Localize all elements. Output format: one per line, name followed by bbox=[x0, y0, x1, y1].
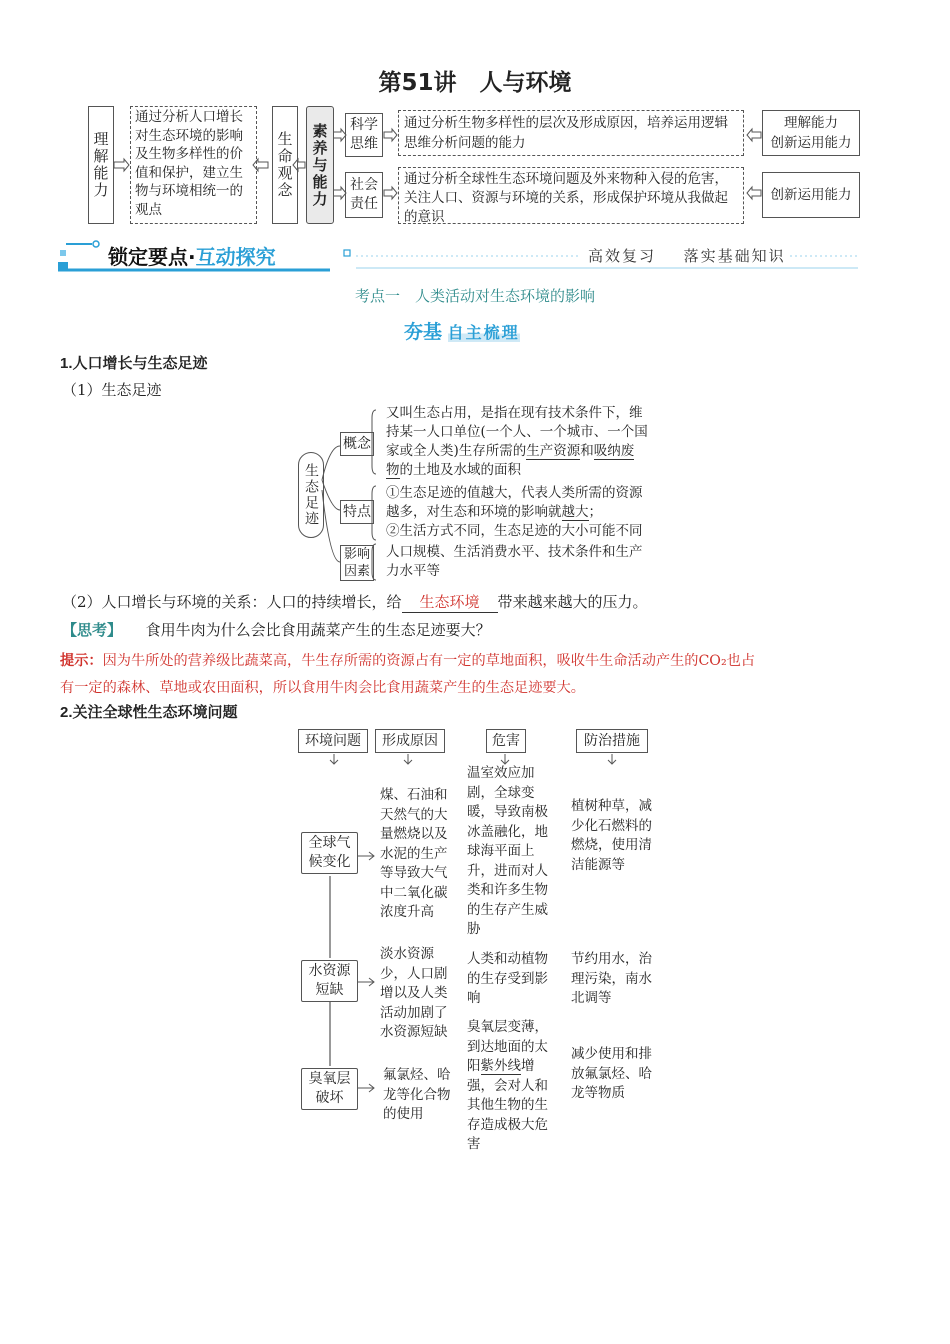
factor-text: 人口规模、生活消费水平、技术条件和生产力水平等 bbox=[386, 544, 643, 579]
concept-underline-1: 生产资源 bbox=[526, 443, 581, 459]
measure-ozone: 减少使用和排放氟氯烃、哈龙等物质 bbox=[571, 1046, 652, 1101]
concept-line-2: 持某一人口单位(一个人、一个城市、一个国 bbox=[386, 424, 648, 440]
kaodian-heading: 考点一 人类活动对生态环境的影响 bbox=[354, 287, 595, 305]
header-social-text: 通过分析全球性生态环境问题及外来物种入侵的危害，关注人口、资源与环境的关系，形成保护环境从我做起的意识 bbox=[398, 167, 744, 224]
banner-right-2: 落实基础知识 bbox=[683, 247, 786, 265]
page-title: 第51讲 人与环境 bbox=[378, 70, 572, 96]
concept-underline-2: 吸纳废 bbox=[593, 443, 635, 459]
harm-water: 人类和动植物的生存受到影响 bbox=[467, 951, 548, 1006]
measure-water: 节约用水，治理污染，南水北调等 bbox=[571, 951, 652, 1006]
concept-line-4: 物的土地及水域的面积 bbox=[386, 462, 521, 478]
hint-text-1: 因为牛所处的营养级比蔬菜高，牛生存所需的资源占有一定的草地面积，吸收牛生命活动产生的CO₂也占 bbox=[102, 653, 756, 669]
footprint-root: 生态足迹 bbox=[298, 452, 324, 538]
header-sci-text: 通过分析生物多样性的层次及形成原因，培养运用逻辑思维分析问题的能力 bbox=[398, 110, 744, 156]
feature-label: 特点 bbox=[340, 500, 374, 524]
header-core: 素养与能力 bbox=[306, 106, 334, 224]
hint-label: 提示： bbox=[60, 653, 103, 669]
feature-line-1: ①生态足迹的值越大，代表人类所需的资源 bbox=[386, 485, 643, 501]
header-problem: 环境问题 bbox=[298, 729, 368, 753]
cause-climate: 煤、石油和天然气的大量燃烧以及水泥的生产等导致大气中二氧化碳浓度升高 bbox=[380, 787, 448, 920]
cause-ozone: 氟氯烃、哈龙等化合物的使用 bbox=[383, 1067, 451, 1122]
problem-water: 水资源短缺 bbox=[301, 960, 358, 1002]
banner-title-black: 锁定要点· bbox=[108, 245, 196, 269]
header-harm: 危害 bbox=[486, 729, 526, 753]
section1-title: 1.人口增长与生态足迹 bbox=[60, 355, 208, 372]
banner-title-blue: 互动探究 bbox=[195, 245, 276, 269]
sub2-blank: 生态环境 bbox=[402, 591, 498, 613]
header-life-concept: 生命观念 bbox=[272, 106, 298, 224]
hangji-sub: 自主梳理 bbox=[447, 323, 520, 342]
think-label: 【思考】 bbox=[62, 621, 123, 639]
concept-line-1: 又叫生态占用，是指在现有技术条件下，维 bbox=[386, 405, 643, 421]
header-social-right: 创新运用能力 bbox=[762, 172, 860, 218]
header-sci-right: 理解能力 创新运用能力 bbox=[762, 110, 860, 156]
factor-label: 影响因素 bbox=[340, 545, 374, 581]
header-sci-thinking: 科学思维 bbox=[345, 113, 383, 157]
banner-right-1: 高效复习 bbox=[588, 247, 657, 265]
concept-underline-3: 物 bbox=[386, 462, 400, 478]
header-cause: 形成原因 bbox=[375, 729, 445, 753]
section1-sub2: （2）人口增长与环境的关系：人口的持续增长，给 生态环境 带来越来越大的压力。 bbox=[62, 593, 648, 611]
problem-ozone: 臭氧层破坏 bbox=[301, 1068, 358, 1110]
feature-underline: 越大 bbox=[561, 504, 589, 520]
measure-climate: 植树种草，减少化石燃料的燃烧，使用清洁能源等 bbox=[571, 798, 652, 873]
cause-water: 淡水资源少，人口剧增以及人类活动加剧了水资源短缺 bbox=[380, 946, 448, 1040]
section2-title: 2.关注全球性生态环境问题 bbox=[60, 704, 238, 721]
concept-label: 概念 bbox=[340, 432, 374, 456]
hint-text-2: 有一定的森林、草地或农田面积，所以食用牛肉会比食用蔬菜产生的生态足迹要大。 bbox=[60, 680, 585, 696]
think-text: 食用牛肉为什么会比食用蔬菜产生的生态足迹要大？ bbox=[145, 621, 491, 639]
header-left-text: 通过分析人口增长对生态环境的影响及生物多样性的价值和保护，建立生物与环境相统一的观点 bbox=[130, 106, 257, 224]
harm-ozone: 臭氧层变薄，到达地面的太阳紫外线增强，会对人和其他生物的生存造成极大危害 bbox=[467, 1019, 548, 1152]
hangji-main: 夯基 bbox=[404, 321, 443, 343]
header-left-column: 理解能力 bbox=[88, 106, 114, 224]
header-social: 社会责任 bbox=[345, 172, 383, 218]
harm-climate: 温室效应加剧，全球变暖，导致南极冰盖融化，地球海平面上升，进而对人类和许多生物的生存产生威胁 bbox=[467, 765, 548, 937]
feature-line-2: 越多，对生态和环境的影响就越大； bbox=[386, 504, 602, 520]
problem-climate: 全球气候变化 bbox=[301, 832, 358, 874]
harm-ozone-underline: 紫外线 bbox=[480, 1058, 521, 1074]
concept-line-3: 家或全人类)生存所需的生产资源和吸纳废 bbox=[386, 443, 635, 459]
header-measure: 防治措施 bbox=[576, 729, 648, 753]
feature-line-3: ②生活方式不同，生态足迹的大小可能不同 bbox=[386, 523, 643, 539]
section1-sub1: （1）生态足迹 bbox=[62, 381, 162, 399]
